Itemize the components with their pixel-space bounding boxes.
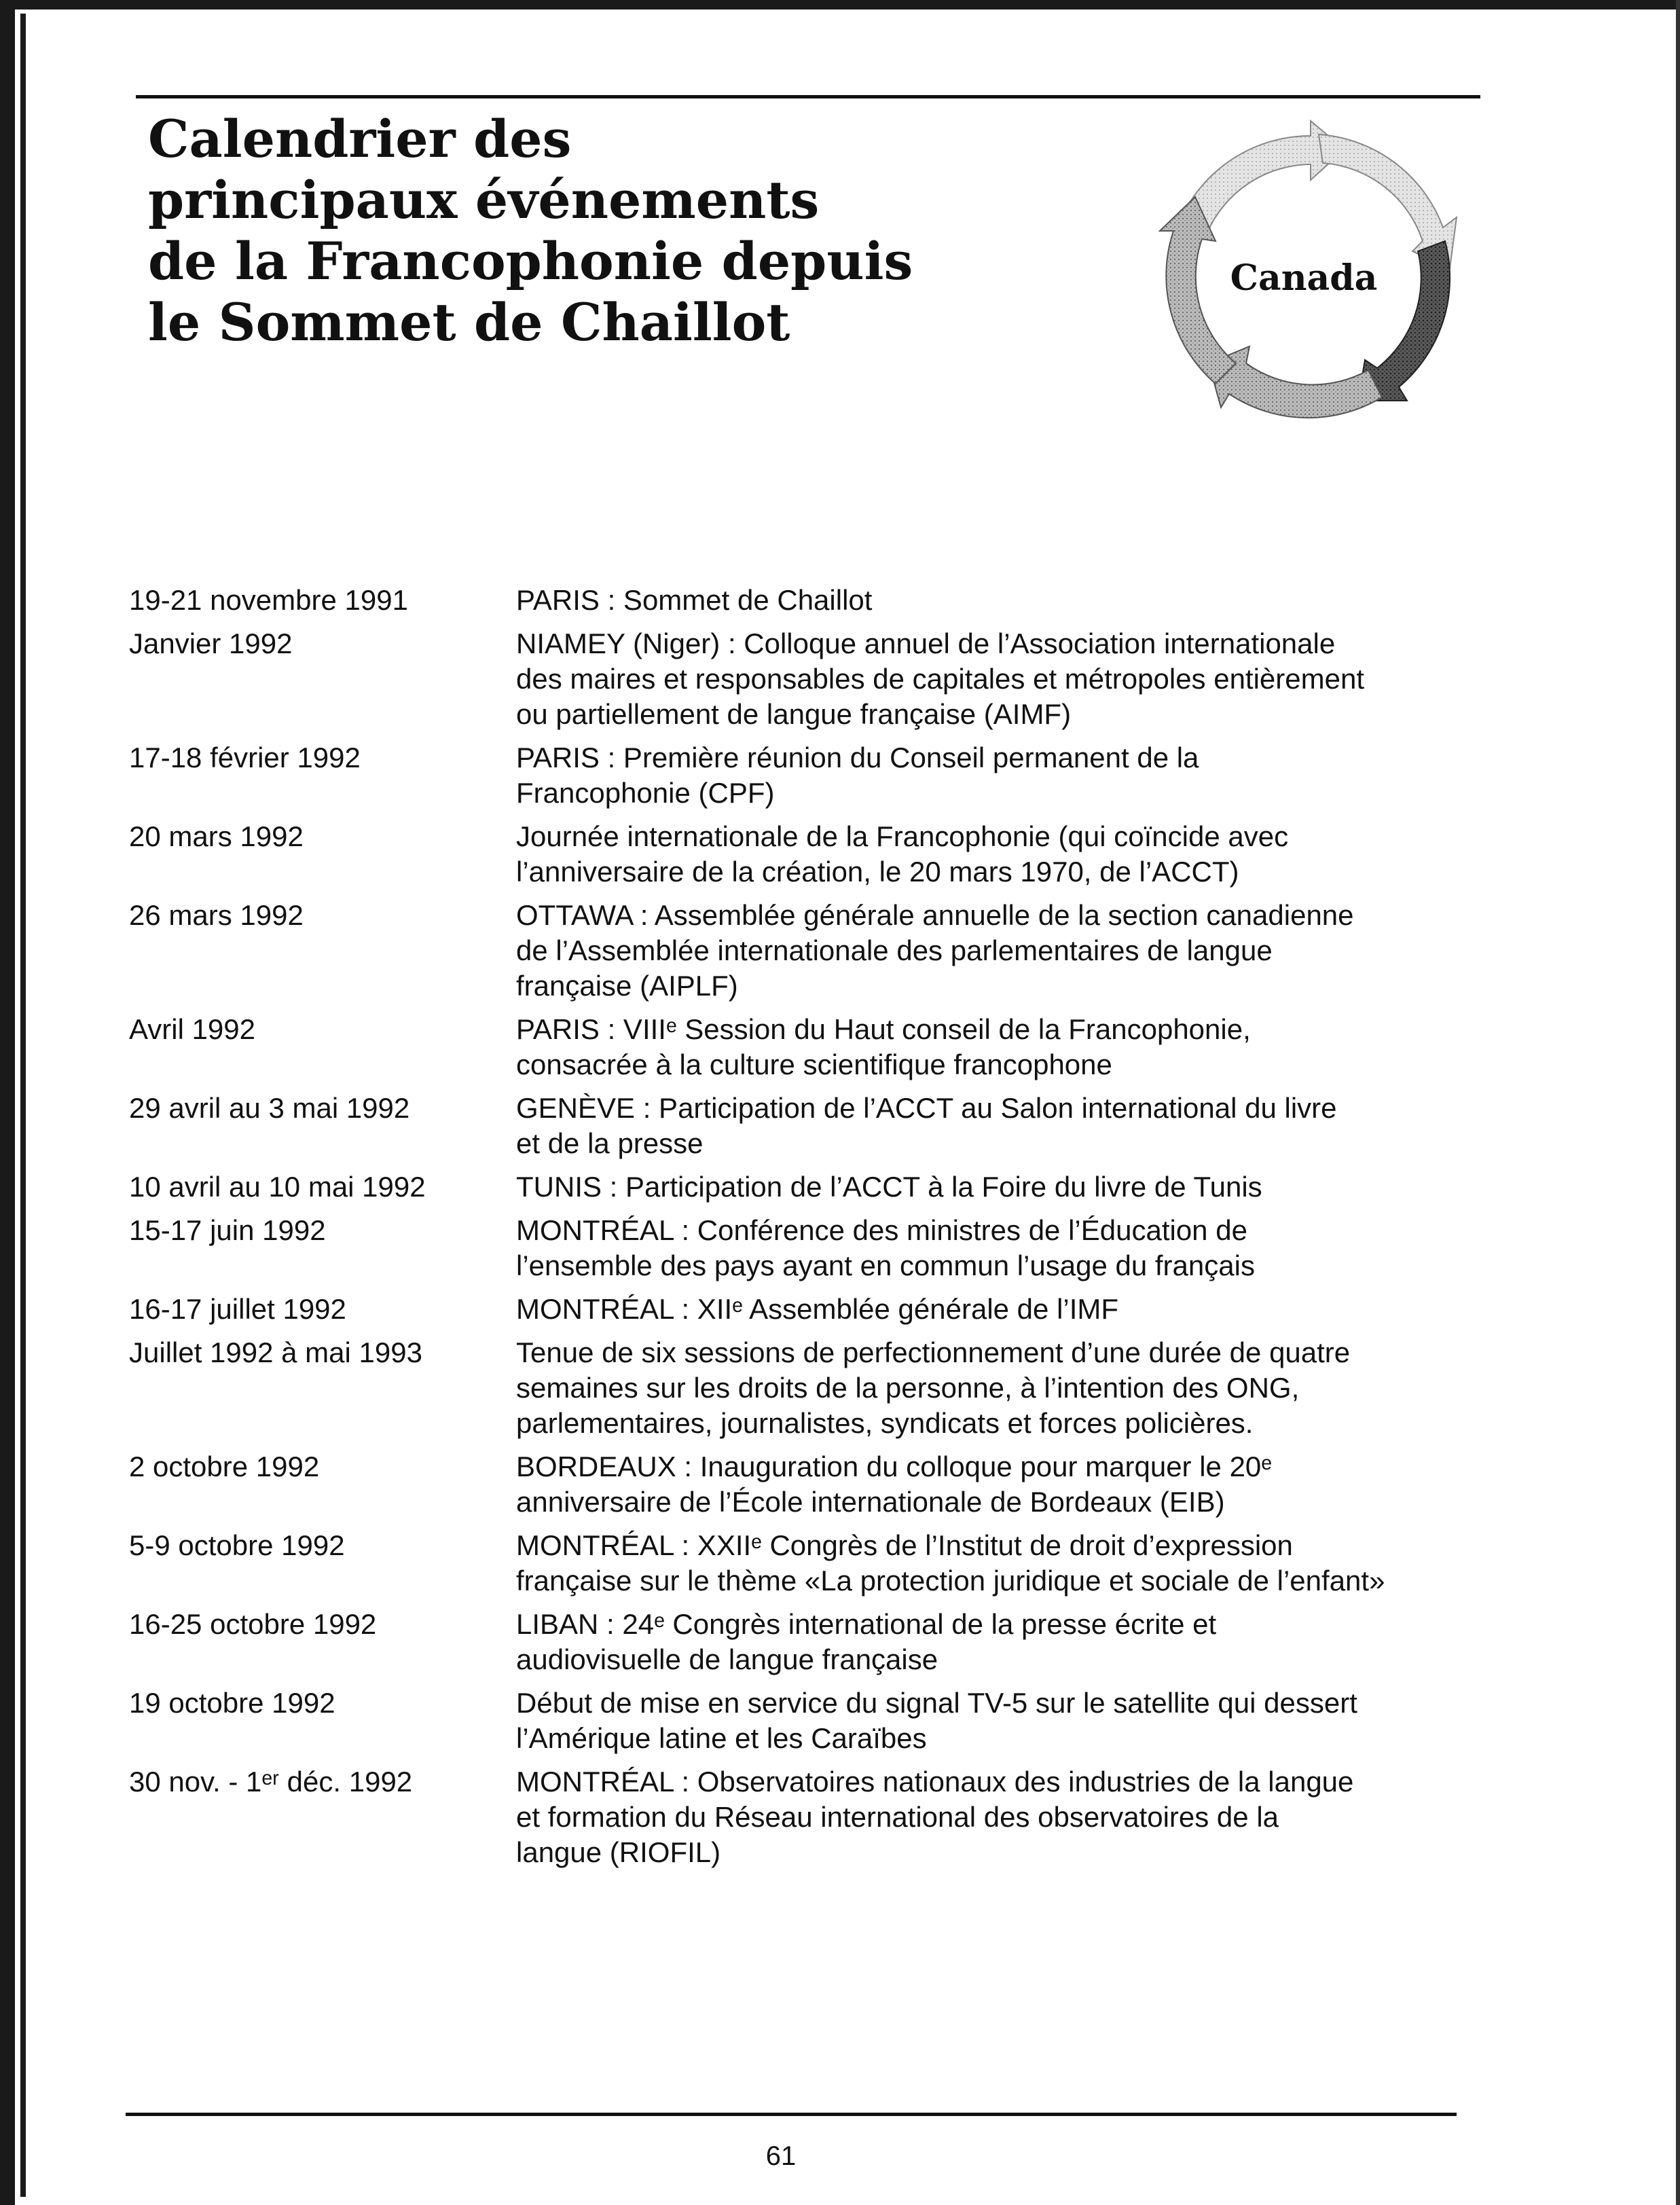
event-description — [516, 740, 1480, 811]
event-description — [516, 819, 1480, 890]
event-description-line: et formation du Réseau international des observatoires de la — [516, 1801, 1279, 1833]
event-description-line: et de la presse — [516, 1127, 704, 1159]
event-description-line: GENÈVE : Participation de l’ACCT au Salon international du livre — [516, 1092, 1337, 1124]
event-description-line: Journée internationale de la Francophonie (qui coïncide avec — [516, 820, 1289, 852]
event-row — [129, 1292, 1487, 1327]
event-date: 16-17 juillet 1992 — [129, 1293, 346, 1325]
event-date: Juillet 1992 à mai 1993 — [129, 1336, 422, 1368]
event-row — [129, 1091, 1487, 1161]
top-rule — [136, 95, 1480, 98]
event-description-line: NIAMEY (Niger) : Colloque annuel de l’Association internationale — [516, 627, 1336, 659]
event-description-line: LIBAN : 24ᵉ Congrès international de la presse écrite et — [516, 1608, 1217, 1640]
event-description-line: OTTAWA : Assemblée générale annuelle de la section canadienne — [516, 899, 1354, 931]
event-description-line: l’ensemble des pays ayant en commun l’usage du français — [516, 1250, 1255, 1281]
event-description — [516, 1335, 1480, 1441]
event-description — [516, 1449, 1480, 1520]
event-date: 26 mars 1992 — [129, 899, 304, 931]
event-description-line: PARIS : Sommet de Chaillot — [516, 584, 873, 616]
title-line-1: Calendrier des — [148, 109, 572, 169]
event-description — [516, 898, 1480, 1004]
event-description-line: TUNIS : Participation de l’ACCT à la Foire du livre de Tunis — [516, 1171, 1262, 1203]
event-description-line: MONTRÉAL : XIIᵉ Assemblée générale de l’IMF — [516, 1293, 1119, 1325]
event-date: 16-25 octobre 1992 — [129, 1608, 377, 1640]
event-description-line: BORDEAUX : Inauguration du colloque pour marquer le 20ᵉ — [516, 1451, 1272, 1482]
event-date: 17-18 février 1992 — [129, 742, 361, 773]
event-description-line: l’anniversaire de la création, le 20 mars 1970, de l’ACCT) — [516, 856, 1239, 888]
event-description-line: audiovisuelle de langue française — [516, 1643, 938, 1675]
event-row — [129, 1764, 1487, 1870]
event-description-line: PARIS : VIIIᵉ Session du Haut conseil de la Francophonie, — [516, 1013, 1251, 1045]
event-description-line: ou partiellement de langue française (AIMF) — [516, 698, 1072, 730]
event-description-line: langue (RIOFIL) — [516, 1836, 721, 1868]
event-description-line: française sur le thème «La protection juridique et sociale de l’enfant» — [516, 1565, 1385, 1597]
event-date: 5-9 octobre 1992 — [129, 1529, 345, 1561]
event-description-line: MONTRÉAL : XXIIᵉ Congrès de l’Institut de droit d’expression — [516, 1529, 1293, 1561]
event-date: 19 octobre 1992 — [129, 1687, 335, 1719]
event-description-line: MONTRÉAL : Observatoires nationaux des industries de la langue — [516, 1766, 1354, 1798]
events-list — [129, 583, 1487, 1878]
page-number: 61 — [765, 2141, 797, 2171]
event-description — [516, 583, 1480, 618]
event-row — [129, 1335, 1487, 1441]
event-description-line: Début de mise en service du signal TV-5 sur le satellite qui dessert — [516, 1687, 1357, 1719]
event-row — [129, 1685, 1487, 1756]
event-description-line: Francophonie (CPF) — [516, 777, 775, 809]
event-description-line: Tenue de six sessions de perfectionnement d’une durée de quatre — [516, 1336, 1351, 1368]
event-description — [516, 1764, 1480, 1870]
event-row — [129, 1449, 1487, 1520]
event-description-line: anniversaire de l’École internationale de Bordeaux (EIB) — [516, 1486, 1225, 1518]
event-date: Avril 1992 — [129, 1013, 256, 1045]
event-date: 10 avril au 10 mai 1992 — [129, 1171, 426, 1203]
event-description-line: PARIS : Première réunion du Conseil permanent de la — [516, 742, 1199, 773]
page-title — [148, 109, 1085, 353]
event-row — [129, 583, 1487, 618]
title-line-4: le Sommet de Chaillot — [148, 292, 790, 352]
event-date: 20 mars 1992 — [129, 820, 304, 852]
event-description — [516, 1528, 1480, 1599]
event-date: 2 octobre 1992 — [129, 1451, 320, 1482]
scan-top-edge — [0, 0, 1680, 10]
event-description-line: MONTRÉAL : Conférence des ministres de l’Éducation de — [516, 1214, 1247, 1246]
scan-left-inner-edge — [20, 14, 26, 2197]
event-row — [129, 626, 1487, 732]
event-description — [516, 1685, 1480, 1756]
event-row — [129, 1213, 1487, 1283]
event-description — [516, 1091, 1480, 1161]
event-description — [516, 1213, 1480, 1283]
logo-label: Canada — [1230, 257, 1378, 299]
event-description-line: l’Amérique latine et les Caraïbes — [516, 1722, 927, 1754]
event-row — [129, 819, 1487, 890]
event-date: 29 avril au 3 mai 1992 — [129, 1092, 410, 1124]
event-date: 30 nov. - 1ᵉʳ déc. 1992 — [129, 1766, 413, 1798]
event-date: Janvier 1992 — [129, 627, 293, 659]
scan-right-edge — [1676, 0, 1680, 2205]
scan-left-edge — [0, 0, 15, 2205]
event-row — [129, 740, 1487, 811]
event-date: 15-17 juin 1992 — [129, 1214, 326, 1246]
title-line-3: de la Francophonie depuis — [148, 231, 913, 291]
event-description-line: parlementaires, journalistes, syndicats et forces policières. — [516, 1407, 1254, 1439]
event-description — [516, 1012, 1480, 1082]
event-description-line: des maires et responsables de capitales et métropoles entièrement — [516, 663, 1365, 695]
event-description-line: consacrée à la culture scientifique francophone — [516, 1049, 1112, 1080]
event-description — [516, 1169, 1480, 1205]
bottom-rule — [126, 2113, 1457, 2116]
event-description — [516, 626, 1480, 732]
event-row — [129, 1528, 1487, 1599]
event-row — [129, 1012, 1487, 1082]
event-date: 19-21 novembre 1991 — [129, 584, 408, 616]
event-description — [516, 1292, 1480, 1327]
event-description-line: de l’Assemblée internationale des parlementaires de langue — [516, 934, 1273, 966]
event-row — [129, 898, 1487, 1004]
event-description-line: française (AIPLF) — [516, 970, 738, 1002]
title-line-2: principaux événements — [148, 170, 820, 230]
event-row — [129, 1607, 1487, 1677]
event-row — [129, 1169, 1487, 1205]
event-description-line: semaines sur les droits de la personne, à l’intention des ONG, — [516, 1372, 1300, 1404]
event-description — [516, 1607, 1480, 1677]
